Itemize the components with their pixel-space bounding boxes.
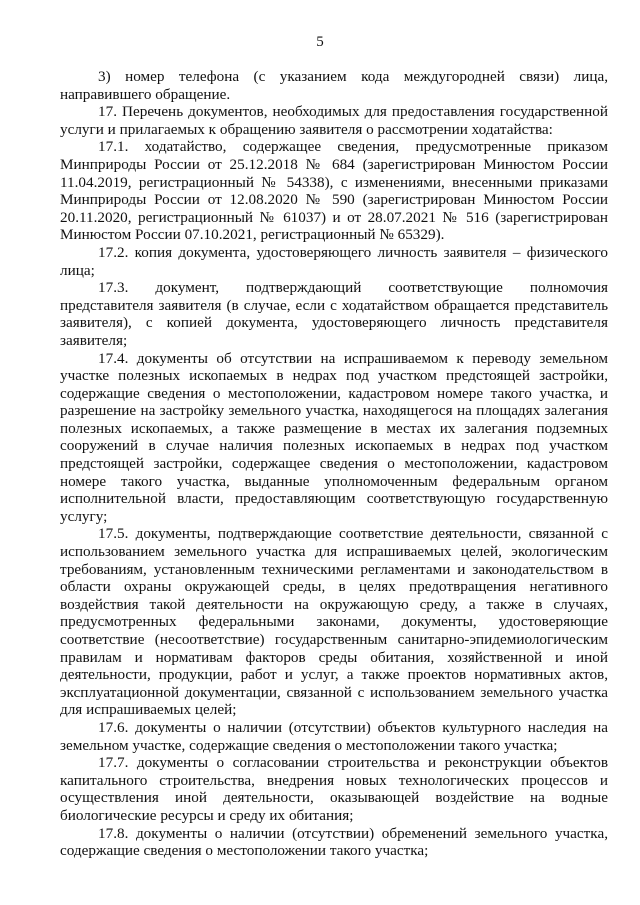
- paragraph-17-4: 17.4. документы об отсутствии на испрашиваемом к переводу земельном участке полезных ископаемых в недрах под участком предстоящей застройки, содержащие сведения о местоположении, кадастровом номере такого участка, и разрешение на застройку земельного участка, находящегося на площадях залегания полезных ископаемых, а также размещение в местах их залегания подземных сооружений в случае наличия полезных ископаемых в недрах под участком предстоящей застройки, содержащее сведения о местоположении, кадастровом номере такого участка, выданные уполномоченным федеральным органом исполнительной власти, предоставляющим соответствующую государственную услугу;: [60, 349, 608, 525]
- paragraph-17-3: 17.3. документ, подтверждающий соответствующие полномочия представителя заявителя (в случае, если с ходатайством обращается представитель заявителя), с копией документа, удостоверяющего личность представителя заявителя;: [60, 279, 608, 349]
- paragraph-17-5: 17.5. документы, подтверждающие соответствие деятельности, связанной с использованием земельного участка для испрашиваемых целей, экологическим требованиям, установленным техническими регламентами и законодательством в области охраны окружающей среды, в целях предотвращения негативного воздействия такой деятельности на окружающую среду, а также в случаях, предусмотренных федеральными законами, документы, удостоверяющие соответствие (несоответствие) государственным санитарно-эпидемиологическим правилам и нормативам факторов среды обитания, хозяйственной и иной деятельности, продукции, работ и услуг, а также проектов нормативных актов, эксплуатационной документации, связанной с использованием земельного участка для испрашиваемых целей;: [60, 525, 608, 719]
- document-body: [60, 68, 608, 860]
- paragraph-17-6: 17.6. документы о наличии (отсутствии) объектов культурного наследия на земельном участке, содержащие сведения о местоположении такого участка;: [60, 718, 608, 754]
- paragraph-contact-phone: 3) номер телефона (с указанием кода междугородней связи) лица, направившего обращение.: [60, 68, 608, 103]
- page-number: 5: [316, 34, 324, 50]
- paragraph-17: 17. Перечень документов, необходимых для предоставления государственной услуги и прилагаемых к обращению заявителя о рассмотрении ходатайства:: [60, 103, 608, 138]
- paragraph-17-1: 17.1. ходатайство, содержащее сведения, предусмотренные приказом Минприроды России от 25.12.2018 № 684 (зарегистрирован Минюстом России 11.04.2019, регистрационный № 54338), с изменениями, внесенными приказами Минприроды России от 12.08.2020 № 590 (зарегистрирован Минюстом России 20.11.2020, регистрационный № 61037) и от 28.07.2021 № 516 (зарегистрирован Минюстом России 07.10.2021, регистрационный № 65329).: [60, 138, 608, 244]
- paragraph-17-2: 17.2. копия документа, удостоверяющего личность заявителя – физического лица;: [60, 243, 608, 279]
- paragraph-17-8: 17.8. документы о наличии (отсутствии) обременений земельного участка, содержащие сведения о местоположении такого участка;: [60, 824, 608, 860]
- paragraph-17-7: 17.7. документы о согласовании строительства и реконструкции объектов капитального строительства, внедрения новых технологических процессов и осуществления иной деятельности, оказывающей воздействие на водные биологические ресурсы и среду их обитания;: [60, 754, 608, 824]
